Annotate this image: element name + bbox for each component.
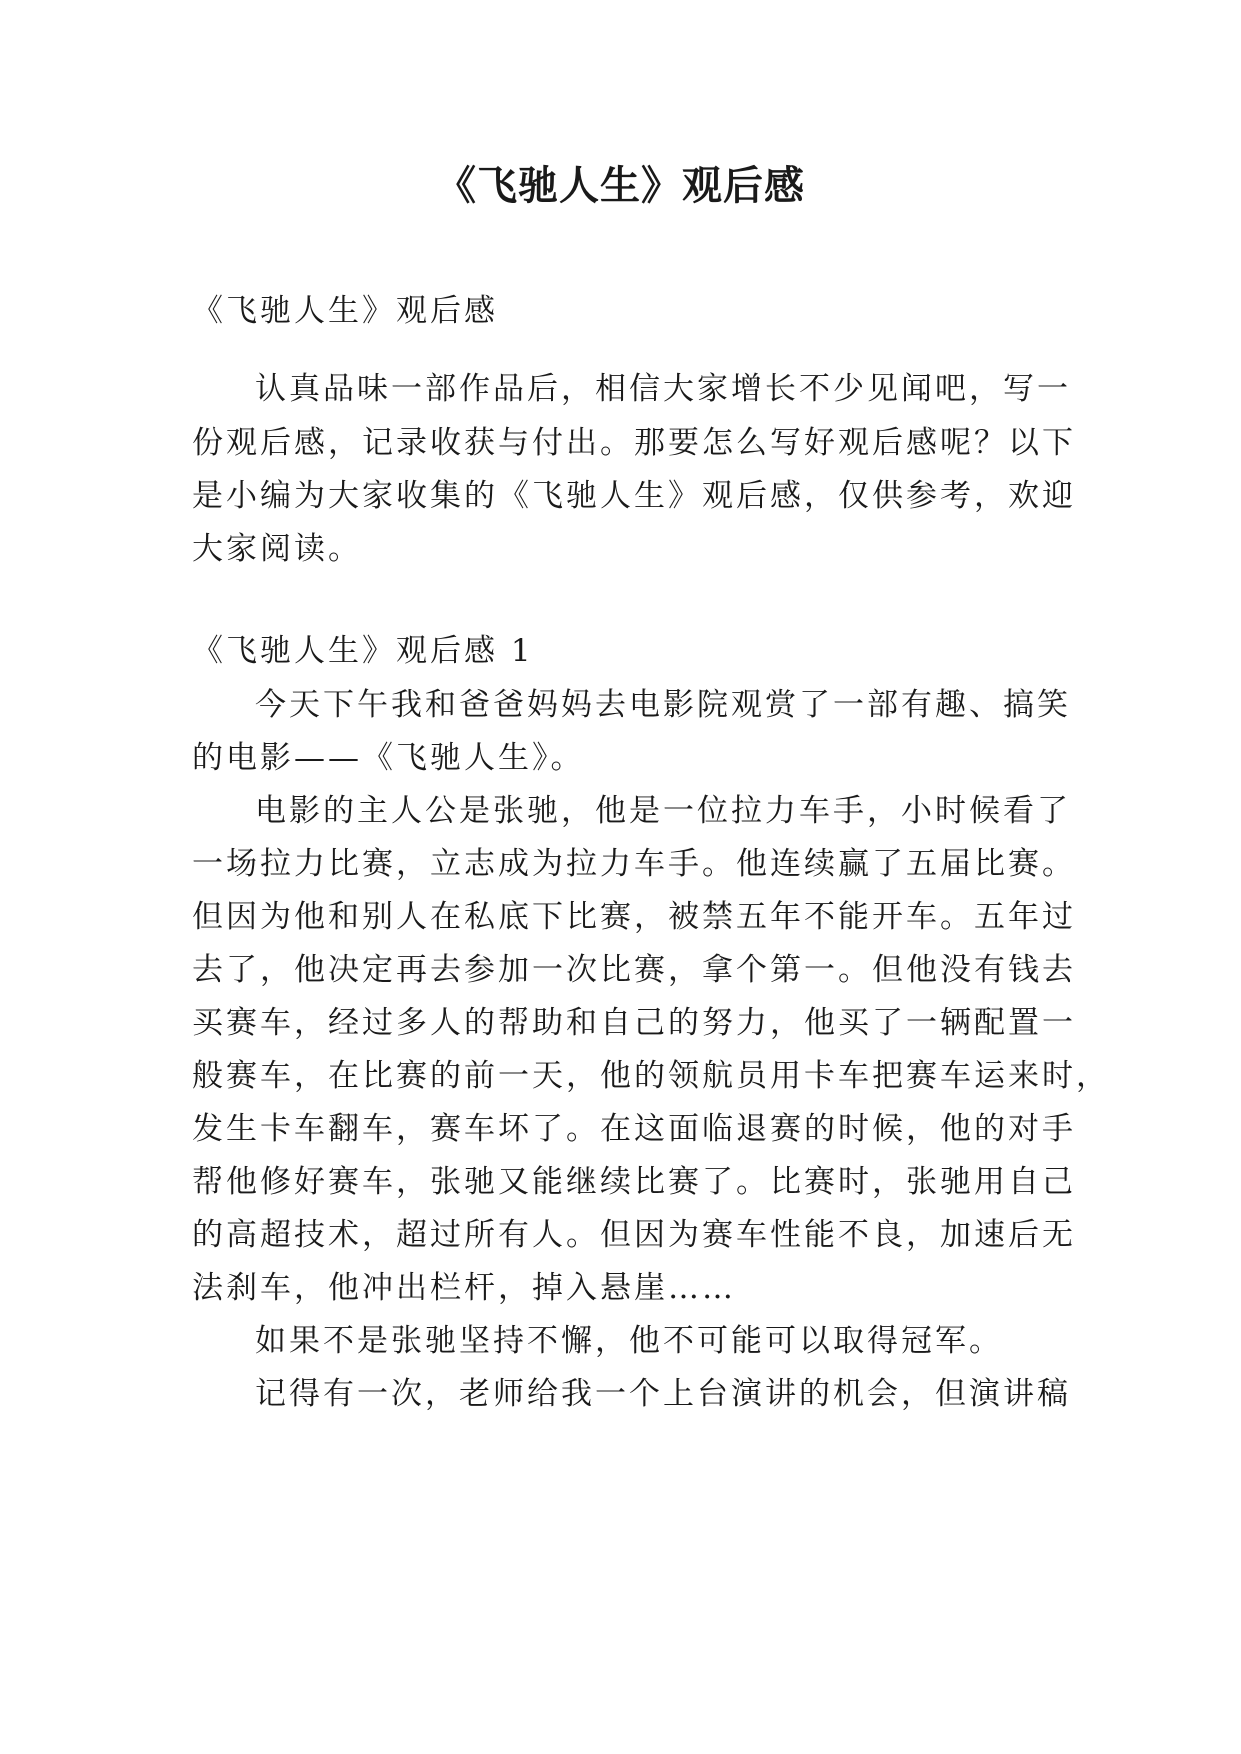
- section-heading: 《飞驰人生》观后感 1: [192, 633, 534, 669]
- paragraph-line: 的电影——《飞驰人生》。: [192, 740, 585, 776]
- document-title: 《飞驰人生》观后感: [436, 162, 805, 209]
- paragraph-line: 去了，他决定再去参加一次比赛，拿个第一。但他没有钱去: [192, 952, 1076, 988]
- paragraph-line: 帮他修好赛车，张驰又能继续比赛了。比赛时，张驰用自己: [192, 1164, 1076, 1200]
- intro-line: 大家阅读。: [192, 531, 362, 567]
- paragraph-line: 的高超技术，超过所有人。但因为赛车性能不良，加速后无: [192, 1217, 1076, 1253]
- paragraph-line: 一场拉力比赛，立志成为拉力车手。他连续赢了五届比赛。: [192, 846, 1076, 882]
- paragraph-line: 记得有一次，老师给我一个上台演讲的机会，但演讲稿: [255, 1376, 1071, 1412]
- paragraph-line: 如果不是张驰坚持不懈，他不可能可以取得冠军。: [255, 1323, 1003, 1359]
- paragraph-line: 买赛车，经过多人的帮助和自己的努力，他买了一辆配置一: [192, 1005, 1076, 1041]
- intro-line: 是小编为大家收集的《飞驰人生》观后感，仅供参考，欢迎: [192, 478, 1076, 514]
- paragraph-line: 发生卡车翻车，赛车坏了。在这面临退赛的时候，他的对手: [192, 1111, 1076, 1147]
- paragraph-line: 般赛车，在比赛的前一天，他的领航员用卡车把赛车运来时，: [192, 1058, 1110, 1094]
- document-subtitle: 《飞驰人生》观后感: [192, 293, 498, 329]
- intro-line: 认真品味一部作品后，相信大家增长不少见闻吧，写一: [255, 371, 1071, 407]
- paragraph-line: 今天下午我和爸爸妈妈去电影院观赏了一部有趣、搞笑: [255, 687, 1071, 723]
- paragraph-line: 电影的主人公是张驰，他是一位拉力车手，小时候看了: [255, 793, 1071, 829]
- paragraph-line: 法刹车，他冲出栏杆，掉入悬崖……: [192, 1270, 736, 1306]
- intro-line: 份观后感，记录收获与付出。那要怎么写好观后感呢？以下: [192, 425, 1076, 461]
- paragraph-line: 但因为他和别人在私底下比赛，被禁五年不能开车。五年过: [192, 899, 1076, 935]
